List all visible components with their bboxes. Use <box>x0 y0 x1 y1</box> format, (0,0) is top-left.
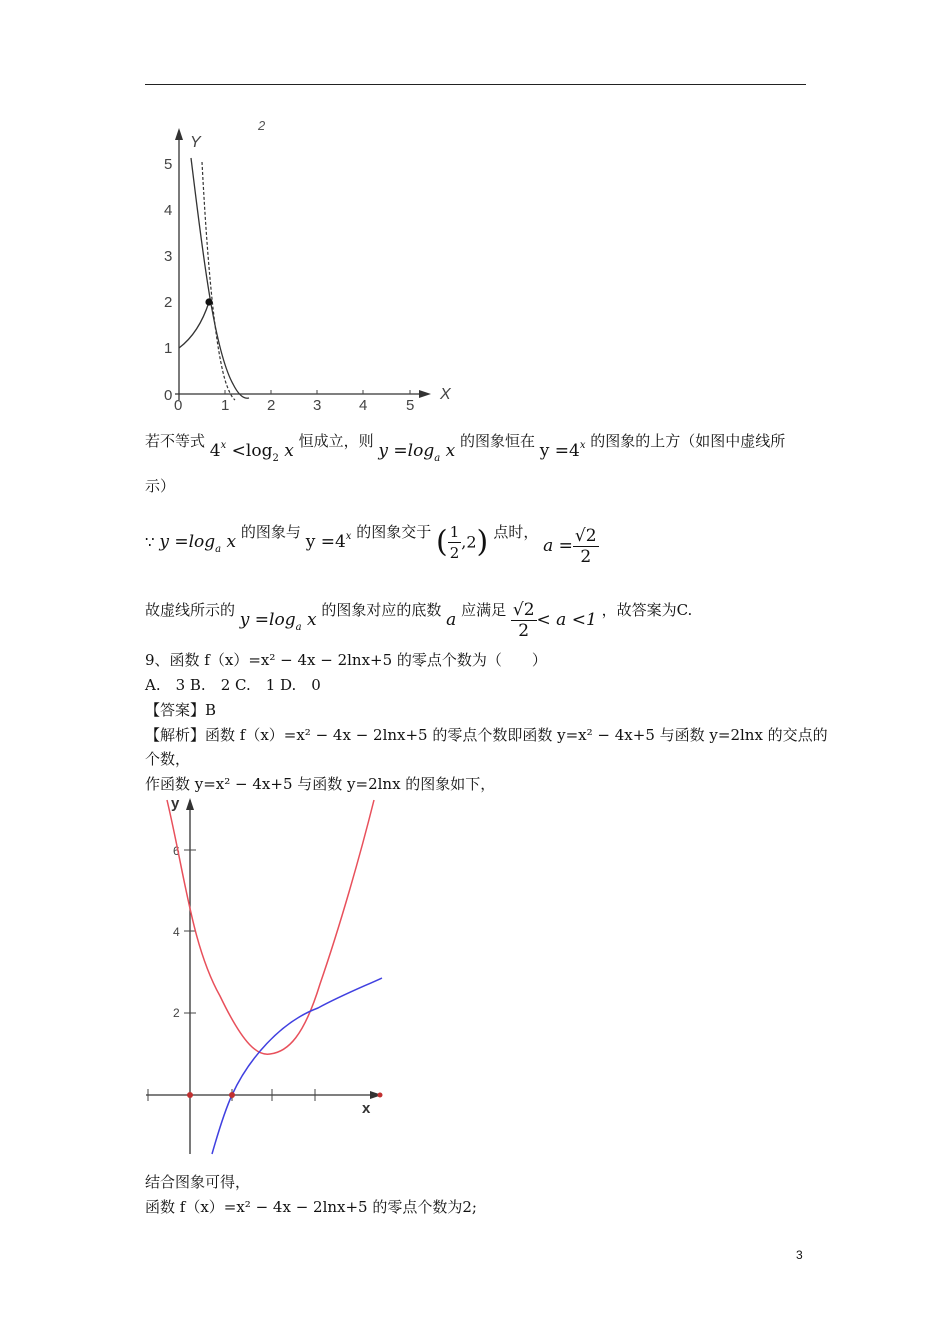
figure2-y-arrow <box>186 798 194 810</box>
figure1-y-tick: 3 <box>164 248 173 265</box>
figure2-y-axis-label: y <box>171 796 180 812</box>
figure2-y-tick: 6 <box>173 844 180 858</box>
figure1-x-tick: 1 <box>221 397 230 413</box>
figure2-arrow-point <box>378 1093 383 1098</box>
q9-conclusion-line2: 函数 f（x）=x² − 4x − 2lnx+5 的零点个数为2; <box>145 1198 477 1216</box>
figure1-y-tick: 1 <box>164 340 173 357</box>
para3: 故虚线所示的 $y =\log_a$ x 的图象对应的底数 a 应满足 $\frac{√2}{2}$ < a <1 ，故答案为C. <box>145 600 693 641</box>
figure-parabola-log-graph <box>140 796 390 1156</box>
q9-analysis-line1: 【解析】函数 f（x）=x² − 4x − 2lnx+5 的零点个数即函数 y=x² − 4x+5 与函数 y=2lnx 的交点的 <box>145 726 828 744</box>
figure1-intersection-point <box>205 298 212 305</box>
figure1-y-ticks <box>164 156 172 404</box>
q9-answer: 【答案】B <box>145 701 217 719</box>
figure-exp-log-graph <box>155 118 465 413</box>
figure1-y-tick: 5 <box>164 156 173 173</box>
figure1-y-tick: 2 <box>164 294 173 311</box>
para1-tail: 的图象的上方（如图中虚线所 <box>590 432 786 450</box>
figure1-y-arrow <box>175 128 183 140</box>
figure2-x-axis-label: x <box>362 1100 371 1117</box>
figure1-top-mark: 2 <box>258 118 266 133</box>
q9-conclusion-line1: 结合图象可得， <box>145 1173 251 1191</box>
q9-analysis-line3: 作函数 y=x² − 4x+5 与函数 y=2lnx 的图象如下， <box>145 775 496 793</box>
figure1-x-ticks <box>174 397 414 413</box>
page-number: 3 <box>796 1248 803 1262</box>
figure1-x-axis-label: X <box>440 386 451 403</box>
figure1-y-axis-label: Y <box>190 134 201 151</box>
q9-options: A. 3 B. 2 C. 1 D. 0 <box>145 676 321 694</box>
para1-line1: 若不等式 $4^x <\log_2$ x 恒成立，则 $y =\log_a$ x 的图象恒在 $y =4^x$ 的图象的上方（如图中虚线所 <box>145 432 786 464</box>
figure1-x-tick: 4 <box>359 397 368 413</box>
figure2-y-tick: 4 <box>173 925 180 939</box>
figure1-x-arrow <box>419 390 431 398</box>
figure1-x-tick: 0 <box>174 397 183 413</box>
figure2-zero-point <box>229 1092 235 1098</box>
figure1-x-tick: 3 <box>313 397 322 413</box>
figure1-log-curve <box>191 158 249 398</box>
figure1-x-tick: 5 <box>406 397 415 413</box>
figure1-y-tick: 0 <box>164 387 173 404</box>
para1-mid2: 的图象恒在 <box>459 432 535 450</box>
figure1-exp-curve <box>179 302 209 348</box>
figure1-x-tick: 2 <box>267 397 276 413</box>
q9-question: 9、函数 f（x）=x² − 4x − 2lnx+5 的零点个数为（ ） <box>145 651 547 669</box>
figure2-y-tick: 2 <box>173 1006 180 1020</box>
figure2-origin-point <box>187 1092 193 1098</box>
figure2-parabola <box>167 800 374 1054</box>
q9-analysis-line2: 个数， <box>145 750 191 768</box>
para2: ∵ $y =\log_a$ x 的图象与 $y =4^x$ 的图象交于 ( $\frac{1}{2}$ ,2) 点时， a = $\frac{√2}{2}$ <box>145 523 597 567</box>
because-symbol: ∵ <box>145 533 155 551</box>
figure2-log-curve <box>212 978 382 1154</box>
figure1-y-tick: 4 <box>164 202 173 219</box>
para1-line2: 示） <box>145 477 176 495</box>
header-rule <box>145 84 806 85</box>
para1-lead: 若不等式 <box>145 432 206 450</box>
para1-mid1: 恒成立，则 <box>298 432 374 450</box>
